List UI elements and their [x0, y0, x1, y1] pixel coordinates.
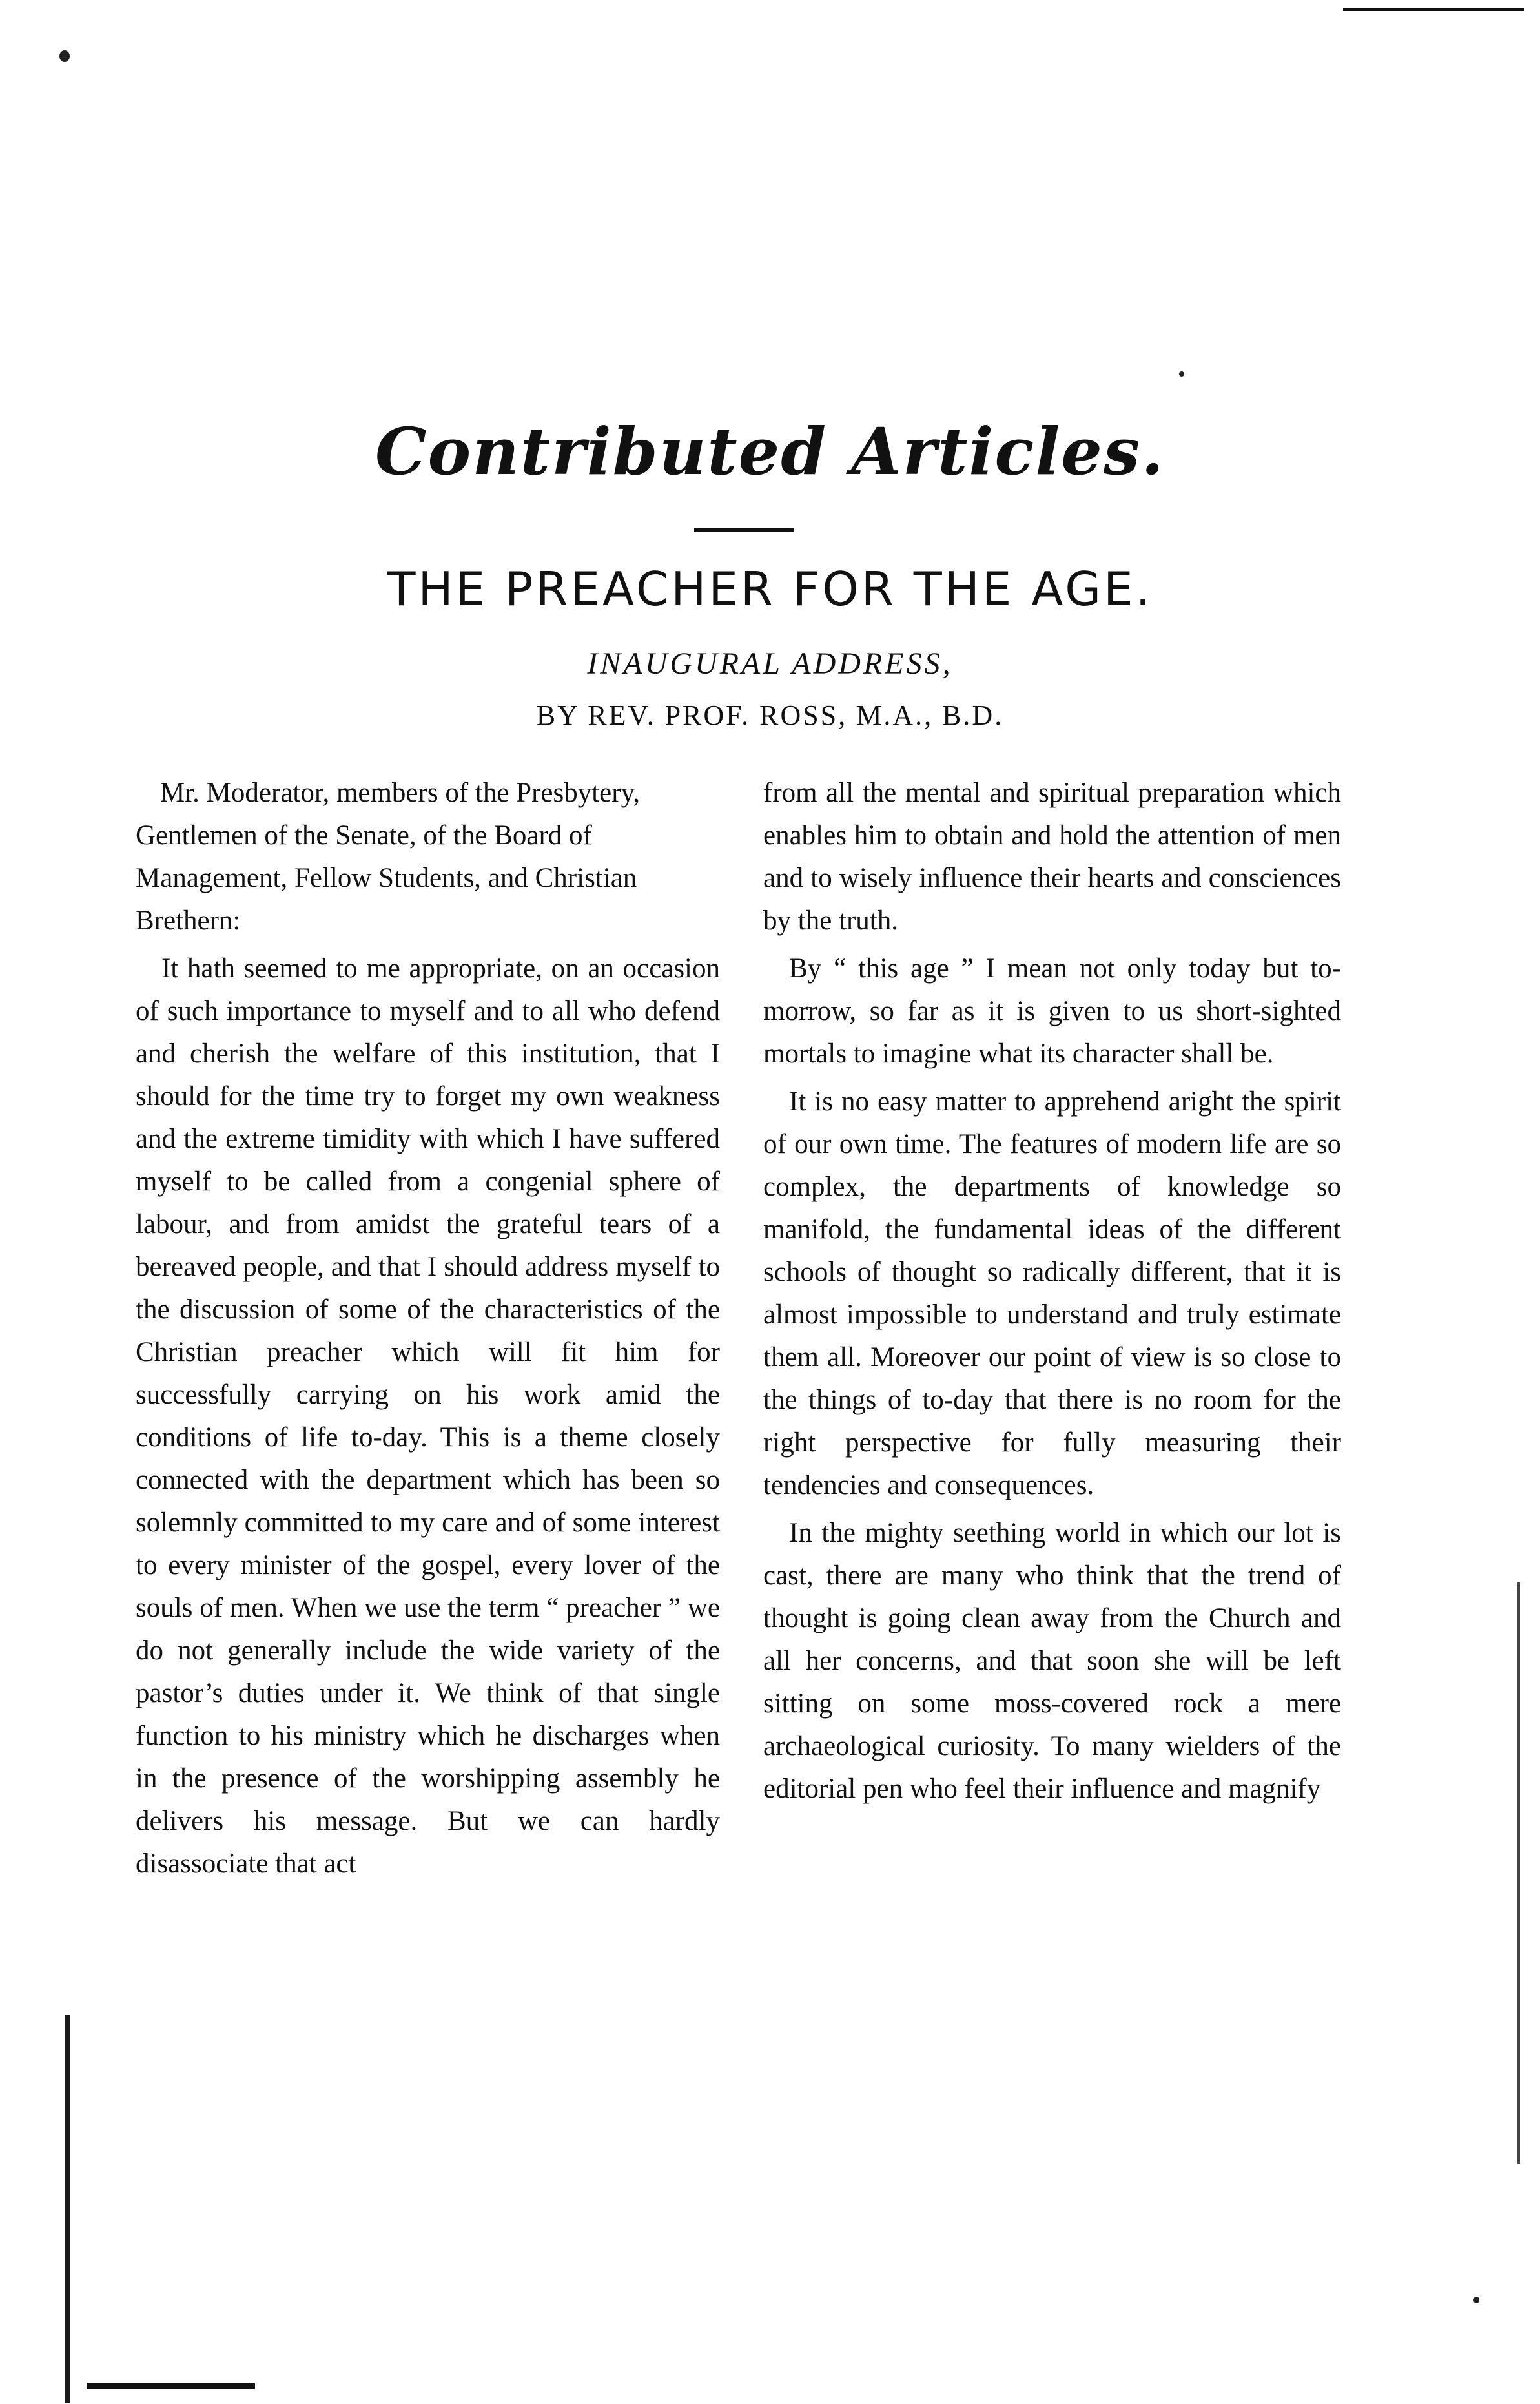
paragraph: It is no easy matter to apprehend aright the spirit of our own time. The features of modern life are so complex, the departments of knowledge so manifold, the fundamental ideas of the different schools of thought so radically different, that it is almost impossible to understand and truly estimate them all. Moreover our point of view is so close to the things of to-day that there is no room for the right perspective for fully measuring their tendencies and consequences.	[763, 1086, 1341, 1500]
section-heading: Contributed Articles.	[375, 413, 1165, 490]
right-margin-scan-edge	[1517, 1582, 1520, 2164]
ink-speck	[1473, 2297, 1479, 2303]
left-column	[136, 772, 720, 1885]
paragraph-continuation: from all the mental and spiritual preparation which enables him to obtain and hold the attention of men and to wisely influence their hearts and consciences by the truth.	[763, 778, 1341, 936]
article-byline: BY REV. PROF. ROSS, M.A., B.D.	[536, 699, 1004, 731]
article-subtitle: INAUGURAL ADDRESS,	[587, 647, 953, 681]
bottom-left-rule	[87, 2383, 255, 2389]
right-column	[763, 772, 1341, 1810]
left-margin-scan-edge	[65, 2015, 70, 2403]
top-right-rule	[1343, 8, 1524, 11]
ink-speck	[59, 50, 70, 62]
ink-speck	[1179, 371, 1184, 377]
paragraph: It hath seemed to me appropriate, on an occasion of such importance to myself and to all who defend and cherish the welfare of this institution, that I should for the time try to forget my own weakness and the extreme timidity with which I have suffered myself to be called from a congenial sphere of labour, and from amidst the grateful tears of a bereaved people, and that I should address myself to the discussion of some of the characteristics of the Christian preacher which will fit him for successfully carrying on his work amid the conditions of life to-day. This is a theme closely connected with the department which has been so solemnly committed to my care and of some interest to every minister of the gospel, every lover of the souls of men. When we use the term “ preacher ” we do not generally include the wide variety of the pastor’s duties under it. We think of that single function to his ministry which he discharges when in the presence of the worshipping assembly he delivers his message. But we can hardly disassociate that act	[136, 953, 720, 1879]
title-divider	[694, 528, 794, 532]
salutation: Mr. Moderator, members of the Presbytery, Gentlemen of the Senate, of the Board of Management, Fellow Students, and Christian Brethern:	[136, 778, 641, 936]
paragraph: In the mighty seething world in which our lot is cast, there are many who think that the trend of thought is going clean away from the Church and all her concerns, and that soon she will be left sitting on some moss-covered rock a mere archaeological curiosity. To many wielders of the editorial pen who feel their influence and magnify	[763, 1518, 1341, 1804]
paragraph: By “ this age ” I mean not only today but to-morrow, so far as it is given to us short-sighted mortals to imagine what its character shall be.	[763, 953, 1341, 1069]
article-title: THE PREACHER FOR THE AGE.	[387, 562, 1153, 616]
